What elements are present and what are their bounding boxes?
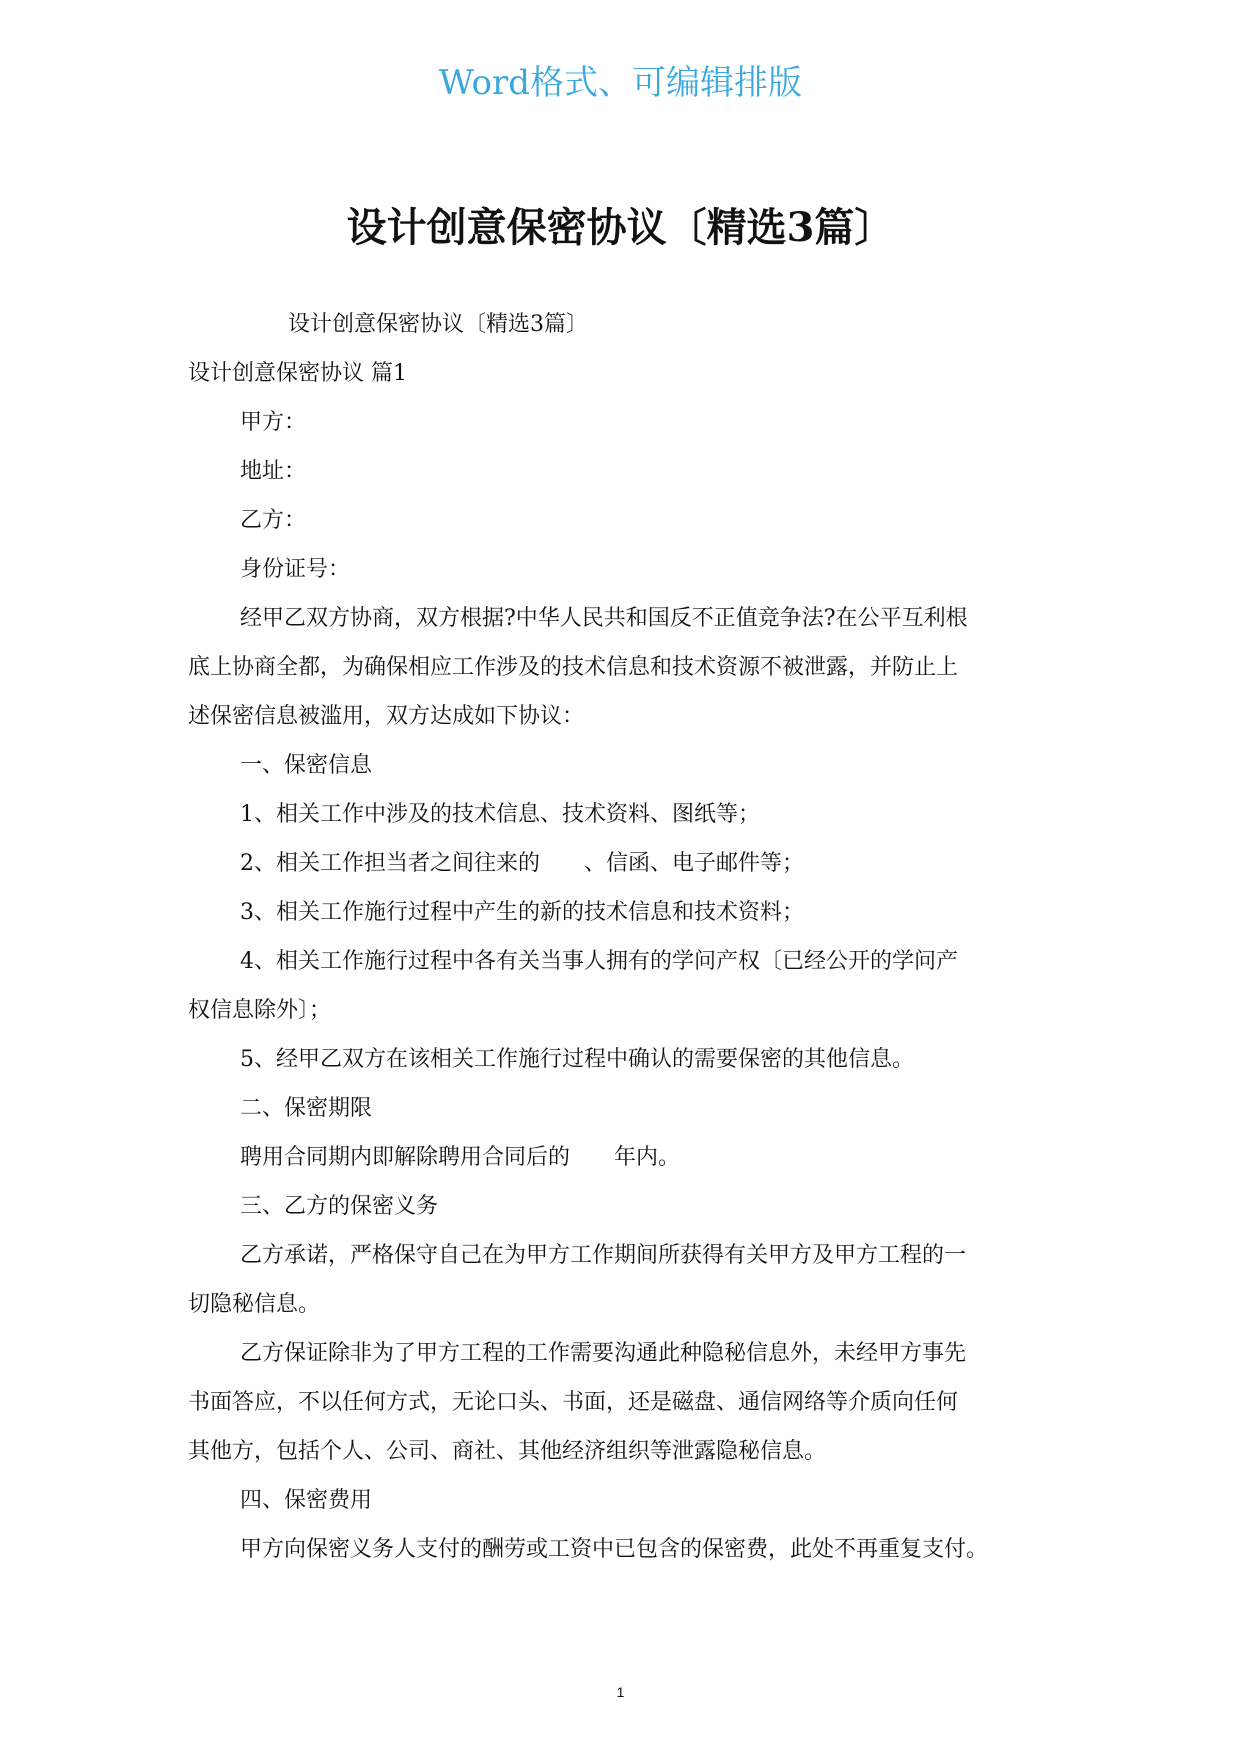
text-line: 底上协商全都，为确保相应工作涉及的技术信息和技术资源不被泄露，并防止上 — [188, 655, 959, 680]
page-number: 1 — [616, 1684, 625, 1700]
text-line: 经甲乙双方协商，双方根据?中华人民共和国反不正值竞争法?在公平互利根 — [240, 606, 968, 631]
text-line: 5、经甲乙双方在该相关工作施行过程中确认的需要保密的其他信息。 — [240, 1047, 914, 1072]
document-body — [188, 300, 1068, 1574]
text-line: 聘用合同期内即解除聘用合同后的 年内。 — [240, 1145, 681, 1170]
text-line: 2、相关工作担当者之间往来的 、信函、电子邮件等； — [240, 851, 804, 876]
text-line: 4、相关工作施行过程中各有关当事人拥有的学问产权〔已经公开的学问产 — [240, 949, 958, 974]
text-line: 甲方： — [240, 410, 307, 435]
text-line: 乙方承诺，严格保守自己在为甲方工作期间所获得有关甲方及甲方工程的一 — [240, 1243, 967, 1268]
document-title: 设计创意保密协议〔精选3篇〕 — [346, 204, 895, 251]
text-line: 三、乙方的保密义务 — [240, 1194, 439, 1219]
text-line: 权信息除外〕； — [188, 998, 332, 1023]
text-line: 书面答应，不以任何方式，无论口头、书面，还是磁盘、通信网络等介质向任何 — [188, 1390, 959, 1415]
text-line: 乙方保证除非为了甲方工程的工作需要沟通此种隐秘信息外，未经甲方事先 — [240, 1341, 967, 1366]
text-line: 3、相关工作施行过程中产生的新的技术信息和技术资料； — [240, 900, 804, 925]
format-banner: Word格式、可编辑排版 — [438, 63, 803, 103]
text-line: 二、保密期限 — [240, 1096, 373, 1121]
text-line: 述保密信息被滥用，双方达成如下协议： — [188, 704, 585, 729]
text-line: 身份证号： — [240, 557, 351, 582]
text-line: 1、相关工作中涉及的技术信息、技术资料、图纸等； — [240, 802, 760, 827]
text-line: 地址： — [240, 459, 307, 484]
text-line: 切隐秘信息。 — [188, 1292, 321, 1317]
text-line: 四、保密费用 — [240, 1488, 373, 1513]
text-line: 乙方： — [240, 508, 307, 533]
text-line: 一、保密信息 — [240, 753, 373, 778]
text-line: 设计创意保密协议〔精选3篇〕 — [288, 312, 588, 337]
text-line: 甲方向保密义务人支付的酬劳或工资中已包含的保密费，此处不再重复支付。 — [240, 1537, 989, 1562]
text-line: 其他方，包括个人、公司、商社、其他经济组织等泄露隐秘信息。 — [188, 1439, 827, 1464]
text-line: 设计创意保密协议 篇1 — [188, 361, 407, 386]
